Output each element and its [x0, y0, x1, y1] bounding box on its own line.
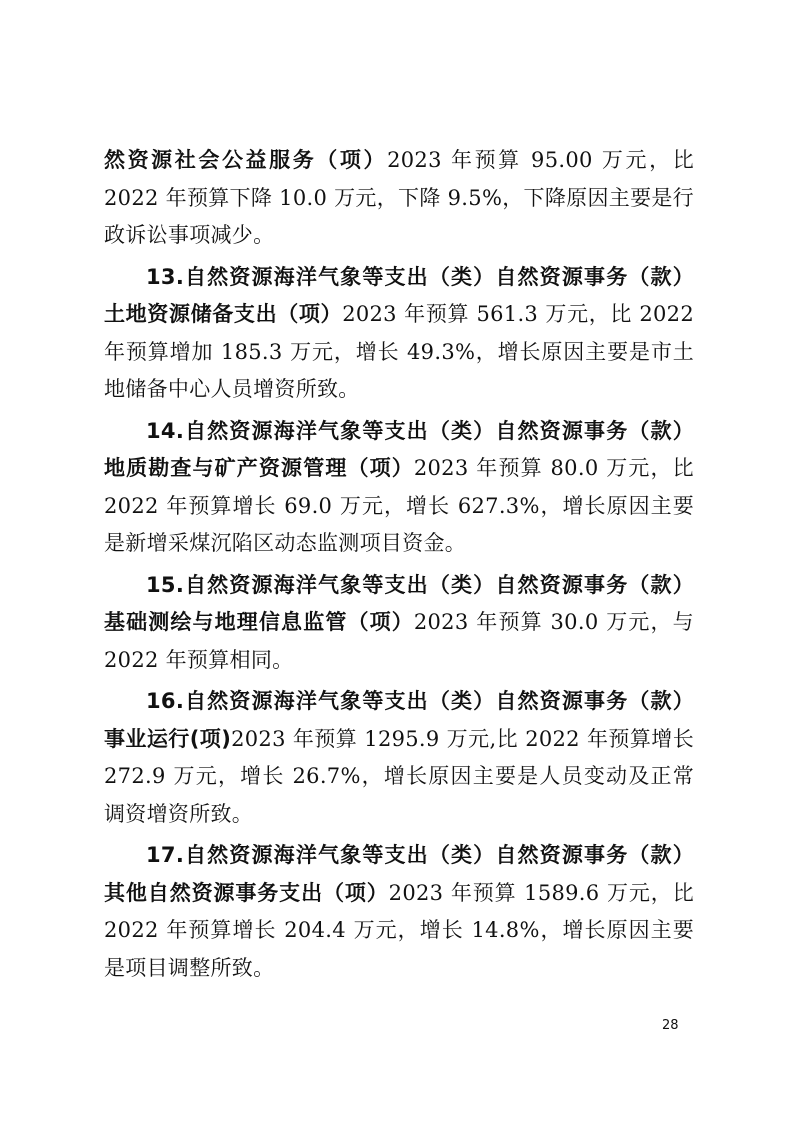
paragraph-heading: 15.自然资源海洋气象等支出（类）自然资源事务（款）基础测绘与地理信息监管（项） [104, 572, 694, 634]
paragraph-text: 2023 年预算 80.0 万元，比 2022 年预算增长 69.0 万元，增长 627.3%，增长原因主要是新增采煤沉陷区动态监测项目资金。 [104, 456, 694, 555]
paragraph-text: 2023 年预算 1589.6 万元，比 2022 年预算增长 204.4 万元，增长 14.8%，增长原因主要是项目调整所致。 [104, 880, 694, 980]
paragraph-heading: 17.自然资源海洋气象等支出（类）自然资源事务（款）其他自然资源事务支出（项） [104, 843, 694, 905]
paragraph-item-14-geological-survey [104, 413, 694, 563]
paragraph-heading: 16.自然资源海洋气象等支出（类）自然资源事务（款）事业运行(项) [104, 689, 694, 751]
paragraph-continued-public-service [104, 142, 694, 255]
paragraph-item-16-operations [104, 683, 694, 833]
paragraph-heading: 然资源社会公益服务（项） [104, 148, 388, 172]
paragraph-text: 2023 年预算 95.00 万元，比 2022 年预算下降 10.0 万元，下降 9.5%，下降原因主要是行政诉讼事项减少。 [104, 148, 694, 247]
paragraph-text: 2023 年预算 30.0 万元，与 2022 年预算相同。 [104, 610, 694, 672]
paragraph-item-15-surveying-mapping [104, 567, 694, 680]
paragraph-heading: 14.自然资源海洋气象等支出（类）自然资源事务（款）地质勘查与矿产资源管理（项） [104, 418, 694, 480]
document-body [104, 142, 694, 987]
paragraph-item-13-land-reserve [104, 259, 694, 409]
paragraph-text: 2023 年预算 1295.9 万元,比 2022 年预算增长 272.9 万元，增长 26.7%，增长原因主要是人员变动及正常调资增资所致。 [104, 726, 694, 826]
paragraph-heading: 13.自然资源海洋气象等支出（类）自然资源事务（款）土地资源储备支出（项） [104, 264, 694, 326]
paragraph-text: 2023 年预算 561.3 万元，比 2022 年预算增加 185.3 万元，增长 49.3%，增长原因主要是市土地储备中心人员增资所致。 [104, 302, 694, 401]
page-number: 28 [662, 1018, 679, 1033]
paragraph-item-17-other-affairs [104, 837, 694, 987]
